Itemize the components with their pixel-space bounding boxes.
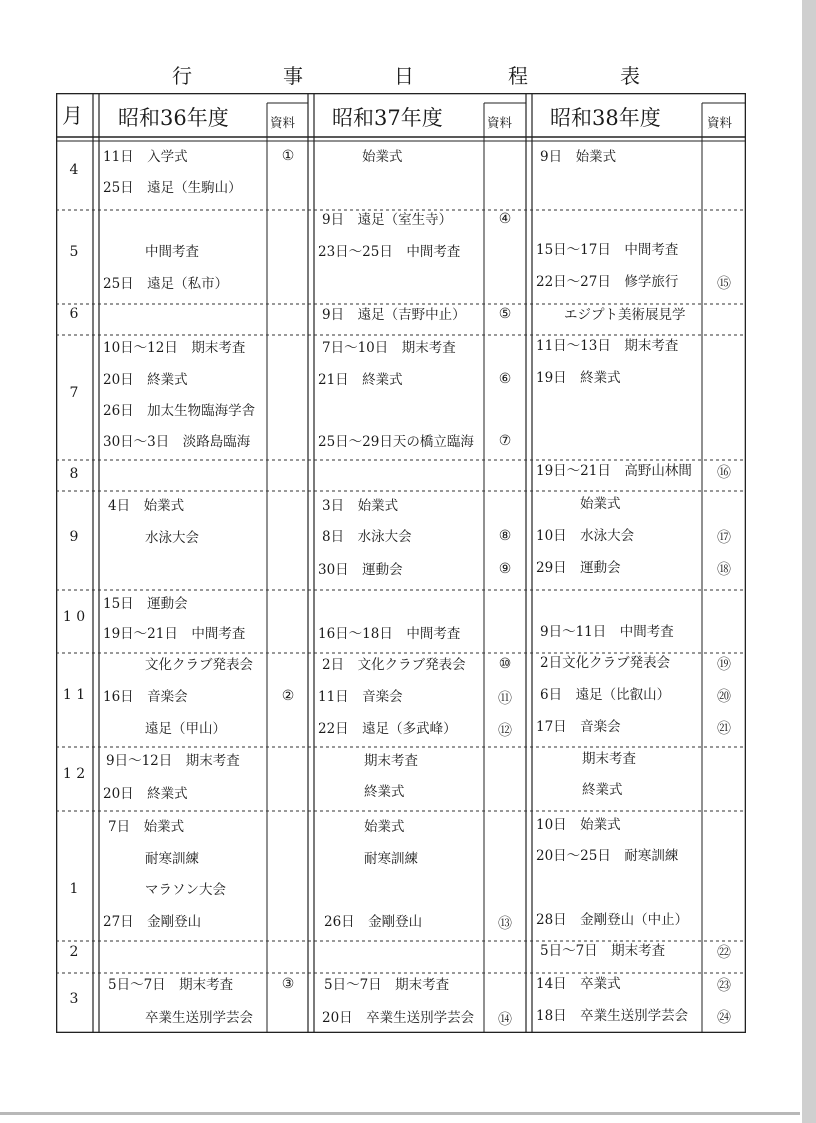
schedule-entry: 3日 始業式 (322, 498, 399, 514)
schedule-entry: 28日 金剛登山（中止） (536, 912, 689, 928)
schedule-entry: 20日～25日 耐寒訓練 (536, 848, 679, 864)
title-char-3: 日 (394, 64, 414, 88)
reference-number: ⑨ (498, 561, 512, 577)
schedule-entry: 10日 水泳大会 (536, 528, 635, 544)
schedule-entry: 9日～11日 中間考査 (540, 624, 674, 640)
month-label: 1 1 (62, 687, 86, 703)
schedule-entry: 5日～7日 期末考査 (324, 977, 450, 993)
schedule-entry: 始業式 (362, 149, 403, 165)
month-label: 8 (69, 466, 79, 482)
schedule-entry: 16日～18日 中間考査 (318, 626, 461, 642)
schedule-entry: 9日～12日 期末考査 (106, 753, 240, 769)
schedule-entry: 22日～27日 修学旅行 (536, 274, 679, 290)
schedule-entry: 5日～7日 期末考査 (108, 977, 234, 993)
schedule-entry: 27日 金剛登山 (103, 914, 202, 930)
schedule-entry: 19日～21日 高野山林間 (536, 463, 692, 479)
schedule-entry: 4日 始業式 (108, 498, 185, 514)
schedule-entry: 16日 音楽会 (103, 689, 188, 705)
schedule-entry: 29日 運動会 (536, 560, 621, 576)
reference-number: ⑥ (498, 371, 512, 387)
header-fy37: 昭和37年度 (332, 106, 443, 130)
schedule-entry: 期末考査 (582, 751, 636, 767)
schedule-entry: 14日 卒業式 (536, 976, 621, 992)
schedule-entry: 25日 遠足（生駒山） (103, 180, 242, 196)
month-label: 4 (69, 162, 79, 178)
month-label: 7 (69, 385, 79, 401)
month-label: 1 0 (62, 609, 86, 625)
schedule-entry: 30日～3日 淡路島臨海 (103, 434, 251, 450)
schedule-entry: 遠足（甲山） (145, 721, 226, 737)
reference-number: ⑫ (498, 723, 512, 739)
schedule-entry: 15日～17日 中間考査 (536, 242, 679, 258)
header-ref-36: 資料 (270, 115, 296, 130)
title-char-5: 表 (620, 64, 640, 88)
schedule-entry: 期末考査 (364, 753, 418, 769)
schedule-entry: 18日 卒業生送別学芸会 (536, 1008, 689, 1024)
schedule-entry: 耐寒訓練 (145, 851, 199, 867)
schedule-entry: 25日 遠足（私市） (103, 276, 229, 292)
schedule-entry: 9日 遠足（室生寺） (322, 212, 453, 228)
schedule-entry: 始業式 (580, 496, 621, 512)
schedule-entry: 9日 遠足（吉野中止） (322, 307, 466, 323)
reference-number: ④ (498, 211, 512, 227)
schedule-entry: 水泳大会 (145, 530, 199, 546)
schedule-entry: マラソン大会 (145, 882, 226, 898)
schedule-entry: 20日 終業式 (103, 786, 188, 802)
schedule-entry: 22日 遠足（多武峰） (318, 721, 457, 737)
header-fy38: 昭和38年度 (550, 106, 661, 130)
schedule-entry: 終業式 (364, 784, 405, 800)
reference-number: ⑲ (717, 657, 731, 673)
schedule-entry: エジプト美術展見学 (564, 307, 686, 323)
schedule-entry: 11日 音楽会 (318, 689, 403, 705)
schedule-entry: 11日 入学式 (103, 149, 188, 165)
reference-number: ⑩ (498, 656, 512, 672)
reference-number: ⑱ (717, 562, 731, 578)
schedule-entry: 23日～25日 中間考査 (318, 244, 461, 260)
reference-number: ⑮ (717, 276, 731, 292)
schedule-entry: 7日～10日 期末考査 (322, 340, 456, 356)
schedule-entry: 17日 音楽会 (536, 719, 621, 735)
title-char-1: 行 (172, 64, 192, 88)
schedule-entry: 26日 金剛登山 (324, 914, 423, 930)
reference-number: ⑬ (498, 916, 512, 932)
reference-number: ③ (281, 976, 295, 992)
month-label: 1 (69, 881, 79, 897)
schedule-entry: 終業式 (582, 782, 623, 798)
header-ref-37: 資料 (487, 115, 513, 130)
month-label: 5 (69, 244, 79, 260)
schedule-entry: 30日 運動会 (318, 562, 403, 578)
schedule-entry: 10日 始業式 (536, 817, 621, 833)
schedule-entry: 8日 水泳大会 (322, 529, 412, 545)
page-bottom-edge (0, 1112, 800, 1115)
reference-number: ⑯ (717, 465, 731, 481)
schedule-entry: 20日 終業式 (103, 372, 188, 388)
schedule-entry: 25日～29日天の橋立臨海 (318, 434, 474, 450)
schedule-entry: 11日～13日 期末考査 (536, 338, 679, 354)
schedule-entry: 文化クラブ発表会 (145, 657, 253, 673)
schedule-entry: 7日 始業式 (108, 819, 185, 835)
month-label: 2 (69, 944, 79, 960)
month-label: 9 (69, 529, 79, 545)
schedule-entry: 耐寒訓練 (364, 851, 418, 867)
page-edge-shadow (802, 0, 816, 1123)
reference-number: ㉒ (717, 945, 731, 961)
header-month: 月 (62, 104, 83, 128)
header-fy36: 昭和36年度 (118, 106, 229, 130)
reference-number: ① (281, 148, 295, 164)
reference-number: ㉑ (717, 721, 731, 737)
reference-number: ⑳ (717, 689, 731, 705)
schedule-table (56, 93, 746, 1033)
schedule-entry: 始業式 (364, 819, 405, 835)
schedule-entry: 20日 卒業生送別学芸会 (322, 1010, 475, 1026)
reference-number: ⑪ (498, 691, 512, 707)
reference-number: ⑭ (498, 1012, 512, 1028)
schedule-entry: 6日 遠足（比叡山） (540, 687, 671, 703)
reference-number: ② (281, 688, 295, 704)
schedule-entry: 中間考査 (145, 244, 199, 260)
schedule-entry: 19日 終業式 (536, 370, 621, 386)
schedule-entry: 26日 加太生物臨海学舎 (103, 403, 256, 419)
schedule-entry: 19日～21日 中間考査 (103, 626, 246, 642)
reference-number: ㉔ (717, 1010, 731, 1026)
schedule-entry: 15日 運動会 (103, 596, 188, 612)
schedule-entry: 卒業生送別学芸会 (145, 1010, 253, 1026)
schedule-entry: 9日 始業式 (540, 149, 617, 165)
schedule-entry: 21日 終業式 (318, 372, 403, 388)
schedule-entry: 2日 文化クラブ発表会 (322, 657, 466, 673)
reference-number: ⑧ (498, 528, 512, 544)
month-label: 1 2 (62, 766, 86, 782)
header-ref-38: 資料 (707, 115, 733, 130)
month-label: 3 (69, 991, 79, 1007)
schedule-entry: 2日文化クラブ発表会 (540, 655, 671, 671)
reference-number: ⑰ (717, 530, 731, 546)
month-label: 6 (69, 306, 79, 322)
title-char-2: 事 (283, 64, 303, 88)
reference-number: ⑦ (498, 433, 512, 449)
reference-number: ㉓ (717, 978, 731, 994)
title-char-4: 程 (508, 64, 528, 88)
reference-number: ⑤ (498, 306, 512, 322)
schedule-entry: 10日～12日 期末考査 (103, 340, 246, 356)
schedule-entry: 5日～7日 期末考査 (540, 943, 666, 959)
